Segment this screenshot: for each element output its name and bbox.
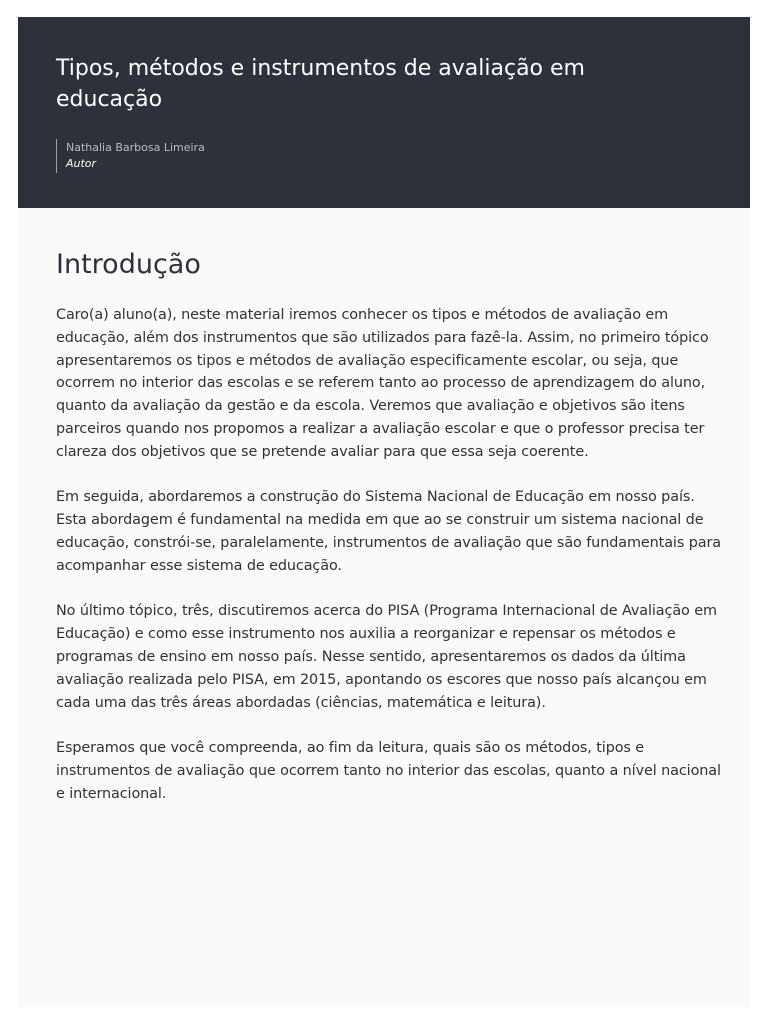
author-block	[56, 139, 205, 173]
paragraph-3: No último tópico, três, discutiremos acerca do PISA (Programa Internacional de Avaliação em Educação) e como esse instrumento nos auxilia a reorganizar e repensar os métodos e programas de ensino em nosso país. Nesse sentido, apresentaremos os dados da última avaliação realizada pelo PISA, em 2015, apontando os escores que nosso país alcançou em cada uma das três áreas abordadas (ciências, matemática e leitura).	[56, 603, 717, 711]
author-name: Nathalia Barbosa Limeira	[66, 141, 205, 154]
document-title: Tipos, métodos e instrumentos de avaliação em educação	[56, 56, 585, 112]
paragraph-4: Esperamos que você compreenda, ao fim da leitura, quais são os métodos, tipos e instrumentos de avaliação que ocorrem tanto no interior das escolas, quanto a nível nacional e internacional.	[56, 740, 721, 802]
document-page	[18, 17, 750, 1007]
paragraph-2: Em seguida, abordaremos a construção do Sistema Nacional de Educação em nosso país. Esta abordagem é fundamental na medida em que ao se construir um sistema nacional de educação, constrói-se, paralelamente, instrumentos de avaliação que são fundamentais para acompanhar esse sistema de educação.	[56, 489, 721, 574]
section-title: Introdução	[56, 249, 201, 280]
author-role: Autor	[66, 157, 97, 170]
document-content	[56, 245, 721, 828]
document-header	[18, 17, 750, 208]
paragraph-1: Caro(a) aluno(a), neste material iremos conhecer os tipos e métodos de avaliação em educação, além dos instrumentos que são utilizados para fazê-la. Assim, no primeiro tópico apresentaremos os tipos e métodos de avaliação especificamente escolar, ou seja, que ocorrem no interior das escolas e se referem tanto ao processo de aprendizagem do aluno, quanto da avaliação da gestão e da escola. Veremos que avaliação e objetivos são itens parceiros quando nos propomos a realizar a avaliação escolar e que o professor precisa ter clareza dos objetivos que se pretende avaliar para que essa seja coerente.	[56, 307, 709, 460]
